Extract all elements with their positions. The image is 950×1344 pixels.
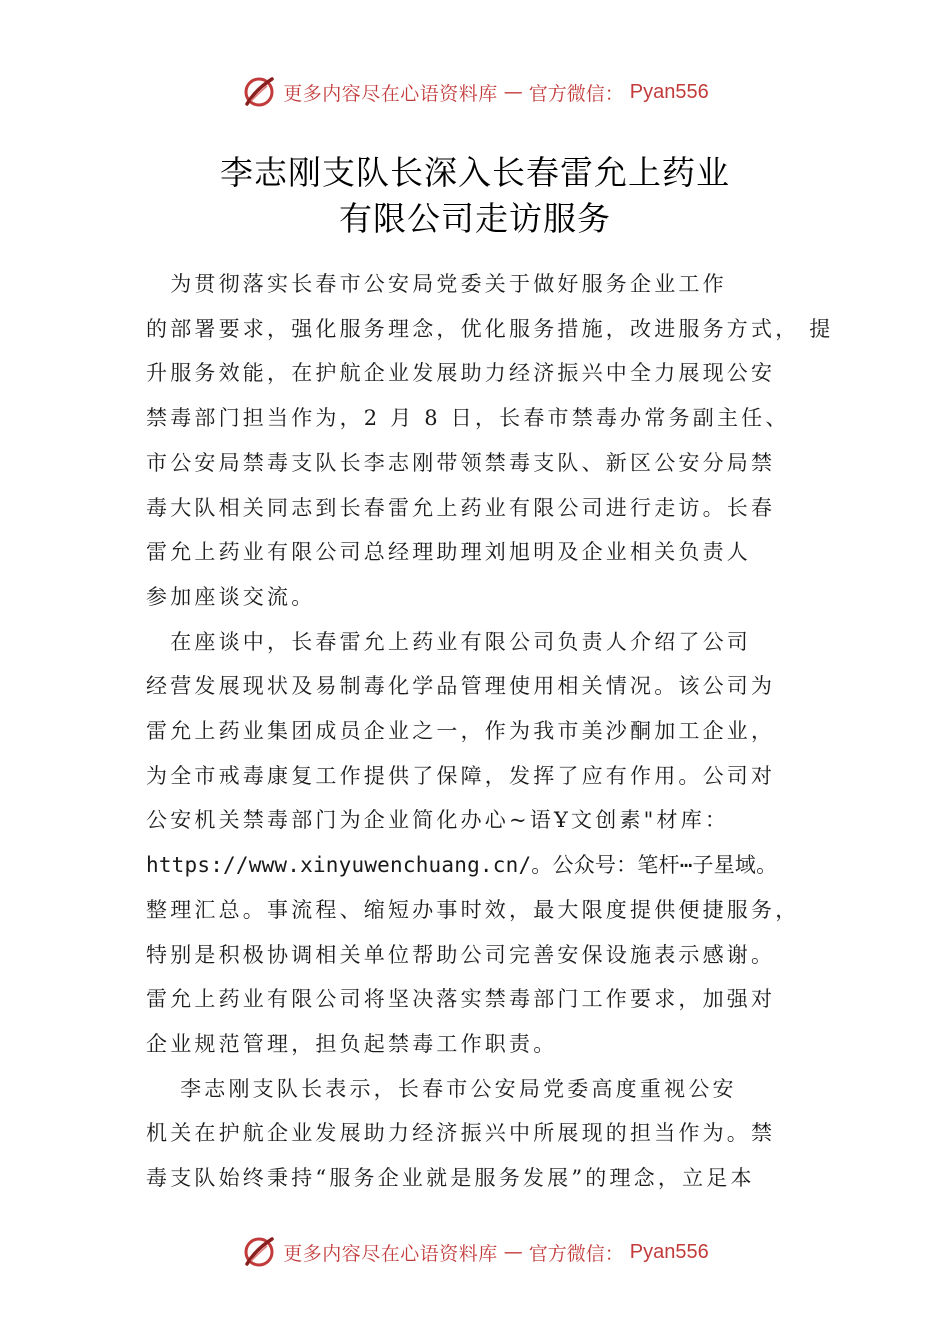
paragraph-1 <box>146 262 834 620</box>
watermark-slogan: 更多内容尽在心语资料库 <box>283 82 498 105</box>
text-line: 的部署要求，强化服务理念，优化服务措施，改进服务方式， 提 <box>146 316 834 341</box>
text-line: 整理汇总。事流程、缩短办事时效，最大限度提供便捷服务， <box>146 897 800 922</box>
text-line: 企业规范管理，担负起禁毒工作职责。 <box>146 1031 558 1056</box>
text-line: 机关在护航企业发展助力经济振兴中所展现的担当作为。禁 <box>146 1121 776 1146</box>
text-line: 李志刚支队长表示，长春市公安局党委高度重视公安 <box>146 1076 737 1101</box>
text-line: 雷允上药业有限公司总经理助理刘旭明及企业相关负责人 <box>146 540 751 565</box>
text-line: 参加座谈交流。 <box>146 584 316 609</box>
text-line: 经营发展现状及易制毒化学品管理使用相关情况。该公司为 <box>146 674 776 699</box>
footer-watermark-banner <box>0 1232 950 1272</box>
paragraph-3 <box>146 1067 810 1201</box>
text-line: 为全市戒毒康复工作提供了保障，发挥了应有作用。公司对 <box>146 763 776 788</box>
text-line: 市公安局禁毒支队长李志刚带领禁毒支队、新区公安分局禁 <box>146 450 776 475</box>
watermark-account-label: 官方微信： <box>528 1242 624 1265</box>
text-line: 毒支队始终秉持“服务企业就是服务发展”的理念，立足本 <box>146 1166 755 1191</box>
watermark-dash: — <box>503 1241 523 1263</box>
text-line: 雷允上药业集团成员企业之一，作为我市美沙酮加工企业， <box>146 719 776 744</box>
brush-circle-logo-icon <box>241 74 277 110</box>
watermark-slogan: 更多内容尽在心语资料库 <box>283 1242 498 1265</box>
text-line: 雷允上药业有限公司将坚决落实禁毒部门工作要求，加强对 <box>146 987 776 1012</box>
watermark-account-label: 官方微信： <box>528 82 624 105</box>
text-line: 禁毒部门担当作为，2 月 8 日，长春市禁毒办常务副主任、 <box>146 406 790 431</box>
watermark-account: Pyan556 <box>629 1240 709 1263</box>
text-line: 公安机关禁毒部门为企业简化办心~语Ұ文创素"材库： <box>146 808 730 833</box>
watermark-dash: — <box>503 81 523 103</box>
text-line: 升服务效能，在护航企业发展助力经济振兴中全力展现公安 <box>146 361 776 386</box>
article-body <box>146 262 834 1201</box>
text-line-url: https://www.xinyuwenchuang.cn/。公众号：笔杆⋯子星域。 <box>146 853 778 878</box>
watermark-account: Pyan556 <box>629 80 709 103</box>
text-line: 为贯彻落实长春市公安局党委关于做好服务企业工作 <box>146 272 727 296</box>
title-line-1: 李志刚支队长深入长春雷允上药业 <box>220 153 730 193</box>
text-line: 特别是积极协调相关单位帮助公司完善安保设施表示感谢。 <box>146 942 776 967</box>
text-line: 在座谈中，长春雷允上药业有限公司负责人介绍了公司 <box>146 629 751 654</box>
header-watermark-banner <box>0 72 950 112</box>
title-line-2: 有限公司走访服务 <box>339 199 611 239</box>
article-title <box>0 150 950 242</box>
paragraph-2 <box>146 620 810 1067</box>
text-line: 毒大队相关同志到长春雷允上药业有限公司进行走访。长春 <box>146 495 776 520</box>
brush-circle-logo-icon <box>241 1234 277 1270</box>
